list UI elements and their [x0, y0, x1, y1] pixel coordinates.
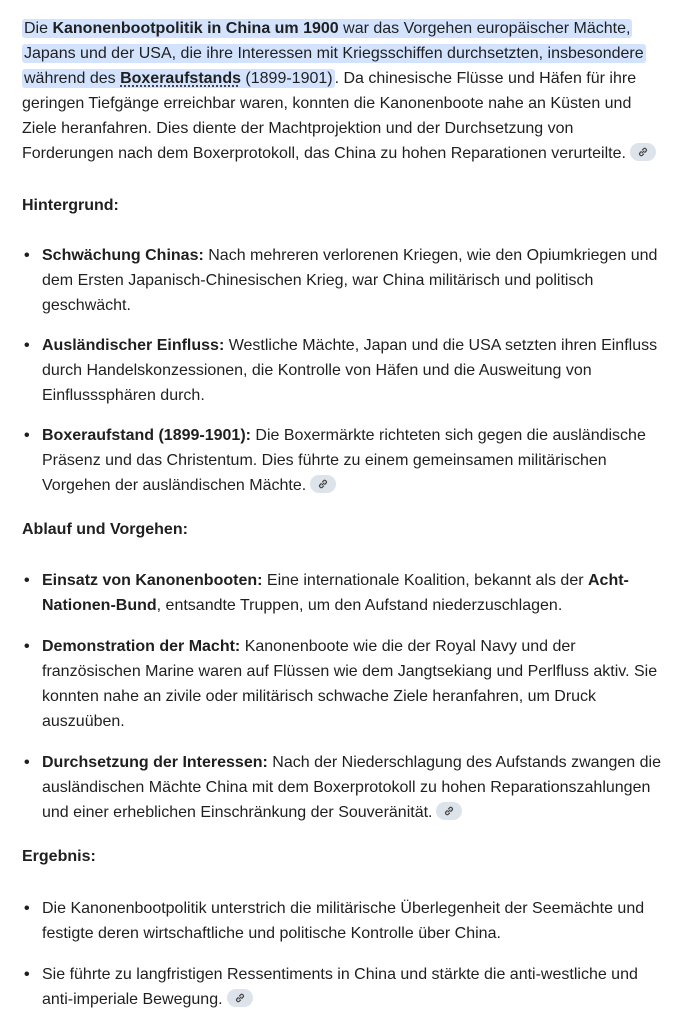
link-icon — [317, 478, 329, 490]
link-icon — [637, 146, 649, 158]
item-text: Die Boxermärkte richteten sich gegen die ausländische Präsenz und das Christentum. Dies führte zu einem gemeinsamen militärischen Vorgehen der ausländischen Mächte. — [42, 427, 646, 494]
list-item — [22, 962, 668, 1012]
list-item — [22, 750, 668, 825]
item-text: Westliche Mächte, Japan und die USA setzten ihren Einfluss durch Handelskonzessionen, die Kontrolle von Häfen und die Ausweitung von Einflusssphären durch. — [42, 337, 658, 404]
item-title: Einsatz von Kanonenbooten: — [42, 572, 263, 589]
term-boxeraufstand-link[interactable]: Boxeraufstands — [120, 70, 241, 87]
section-heading-ablauf: Ablauf und Vorgehen: — [22, 521, 188, 538]
item-text: Sie führte zu langfristigen Ressentiments in China und stärkte die anti-westliche und anti-imperiale Bewegung. — [42, 966, 638, 1008]
source-chip[interactable] — [630, 143, 656, 161]
list-item — [22, 896, 668, 946]
section-heading-ergebnis: Ergebnis: — [22, 848, 96, 865]
item-text: Eine internationale Koalition, bekannt als der — [262, 572, 588, 589]
intro-paragraph — [22, 16, 668, 166]
ergebnis-list — [22, 896, 668, 1012]
item-title: Demonstration der Macht: — [42, 638, 241, 655]
item-text: Nach mehreren verlorenen Kriegen, wie den Opiumkriegen und dem Ersten Japanisch-Chinesischen Krieg, war China militärisch und politisch geschwächt. — [42, 247, 658, 314]
intro-text: . Da chinesische Flüsse und Häfen für ihre geringen Tiefgänge erreichbar waren, konnten die Kanonenboote nahe an Küsten und Ziele heranfahren. Dies diente der Machtprojektion und der Durchsetzung von Forderungen nach dem Boxerprotokoll, das China zu hohen Reparationen verurteilte. — [22, 70, 637, 162]
link-icon — [234, 992, 246, 1004]
link-icon — [443, 805, 455, 817]
list-item — [22, 333, 668, 408]
list-item — [22, 568, 668, 618]
item-title: Durchsetzung der Interessen: — [42, 754, 268, 771]
section-heading-hintergrund: Hintergrund: — [22, 197, 119, 214]
intro-text: (1899-1901) — [240, 70, 333, 87]
item-text: Die Kanonenbootpolitik unterstrich die militärische Überlegenheit der Seemächte und festigte deren wirtschaftliche und politische Kontrolle über China. — [42, 900, 645, 942]
hintergrund-list — [22, 243, 668, 498]
list-item — [22, 423, 668, 498]
source-chip[interactable] — [227, 989, 253, 1007]
intro-text: war das Vorgehen europäischer Mächte, Japans und der USA, die ihre Interessen mit Kriegsschiffen durchsetzten, insbesondere während des — [24, 20, 644, 87]
item-title: Boxeraufstand (1899-1901): — [42, 427, 251, 444]
item-title: Schwächung Chinas: — [42, 247, 204, 264]
intro-text: Die — [24, 20, 53, 37]
item-text: Kanonenboote wie die der Royal Navy und der französischen Marine waren auf Flüssen wie dem Jangtsekiang und Perlfluss aktiv. Sie konnten nahe an zivile oder militärisch schwache Ziele heranfahren, um Druck auszuüben. — [42, 638, 658, 730]
source-chip[interactable] — [310, 475, 336, 493]
intro-topic: Kanonenbootpolitik in China um 1900 — [52, 20, 339, 37]
item-text: , entsandte Truppen, um den Aufstand niederzuschlagen. — [156, 597, 563, 614]
ablauf-list — [22, 568, 668, 825]
item-emphasis: Acht-Nationen-Bund — [42, 572, 629, 614]
item-text: Nach der Niederschlagung des Aufstands zwangen die ausländischen Mächte China mit dem Boxerprotokoll zu hohen Reparationszahlungen und einer erheblichen Einschränkung der Souveränität. — [42, 754, 661, 821]
source-chip[interactable] — [436, 802, 462, 820]
list-item — [22, 243, 668, 318]
item-title: Ausländischer Einfluss: — [42, 337, 225, 354]
list-item — [22, 634, 668, 734]
